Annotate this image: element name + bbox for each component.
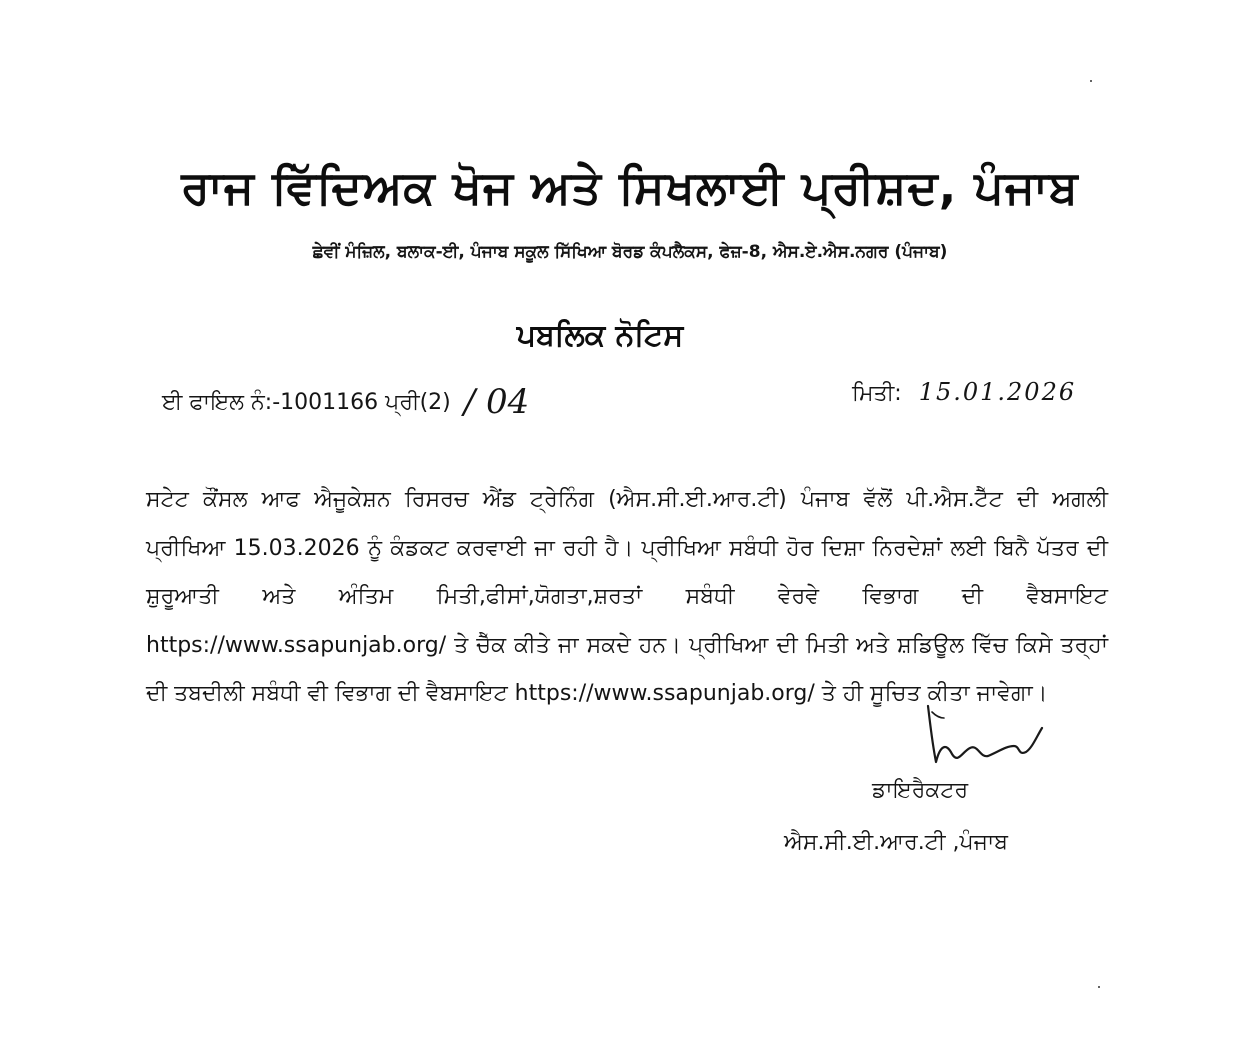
date-label: ਮਿਤੀ: [852,381,902,406]
signatory-office: ਐਸ.ਸੀ.ਈ.ਆਰ.ਟੀ ,ਪੰਜਾਬ [784,830,1009,855]
signatory-designation: ਡਾਇਰੈਕਟਰ [872,778,969,803]
date-handwritten: 15.01.2026 [918,378,1077,406]
notice-heading: ਪਬਲਿਕ ਨੋਟਿਸ [516,318,684,353]
signature-icon [922,702,1046,774]
notice-date [852,378,1076,406]
notice-body: ਸਟੇਟ ਕੌਂਸਲ ਆਫ ਐਜੂਕੇਸ਼ਨ ਰਿਸਰਚ ਐਂਡ ਟ੍ਰੇਨਿੰਗ (ਐਸ.ਸੀ.ਈ.ਆਰ.ਟੀ) ਪੰਜਾਬ ਵੱਲੋਂ ਪੀ.ਐਸ.ਟੈੱਟ ਦੀ ਅਗਲੀ ਪ੍ਰੀਖਿਆ 15.03.2026 ਨੂੰ ਕੰਡਕਟ ਕਰਵਾਈ ਜਾ ਰਹੀ ਹੈ। ਪ੍ਰੀਖਿਆ ਸਬੰਧੀ ਹੋਰ ਦਿਸ਼ਾ ਨਿਰਦੇਸ਼ਾਂ ਲਈ ਬਿਨੈ ਪੱਤਰ ਦੀ ਸ਼ੁਰੂਆਤੀ ਅਤੇ ਅੰਤਿਮ ਮਿਤੀ,ਫੀਸਾਂ,ਯੋਗਤਾ,ਸ਼ਰਤਾਂ ਸਬੰਧੀ ਵੇਰਵੇ ਵਿਭਾਗ ਦੀ ਵੈਬਸਾਇਟ https://www.ssapunjab.org/ ਤੇ ਚੈੱਕ ਕੀਤੇ ਜਾ ਸਕਦੇ ਹਨ। ਪ੍ਰੀਖਿਆ ਦੀ ਮਿਤੀ ਅਤੇ ਸ਼ਡਿਊਲ ਵਿੱਚ ਕਿਸੇ ਤਰ੍ਹਾਂ ਦੀ ਤਬਦੀਲੀ ਸਬੰਧੀ ਵੀ ਵਿਭਾਗ ਦੀ ਵੈਬਸਾਇਟ https://www.ssapunjab.org/ ਤੇ ਹੀ ਸੂਚਿਤ ਕੀਤਾ ਜਾਵੇਗਾ। [146,487,1108,706]
file-number-handwritten: / 04 [463,382,530,422]
file-number [162,382,529,422]
scan-speck [1090,80,1092,82]
organization-address: ਛੇਵੀਂ ਮੰਜ਼ਿਲ, ਬਲਾਕ-ਈ, ਪੰਜਾਬ ਸਕੂਲ ਸਿੱਖਿਆ ਬੋਰਡ ਕੰਪਲੈਕਸ, ਫੇਜ਼-8, ਐਸ.ਏ.ਐਸ.ਨਗਰ (ਪੰਜਾਬ) [312,242,948,262]
scan-speck [1098,986,1100,988]
organization-title: ਰਾਜ ਵਿੱਦਿਅਕ ਖੋਜ ਅਤੇ ਸਿਖਲਾਈ ਪ੍ਰੀਸ਼ਦ, ਪੰਜਾਬ [181,160,1079,214]
file-number-label: ਈ ਫਾਇਲ ਨੰ:-1001166 ਪ੍ਰੀ(2) [162,390,451,415]
